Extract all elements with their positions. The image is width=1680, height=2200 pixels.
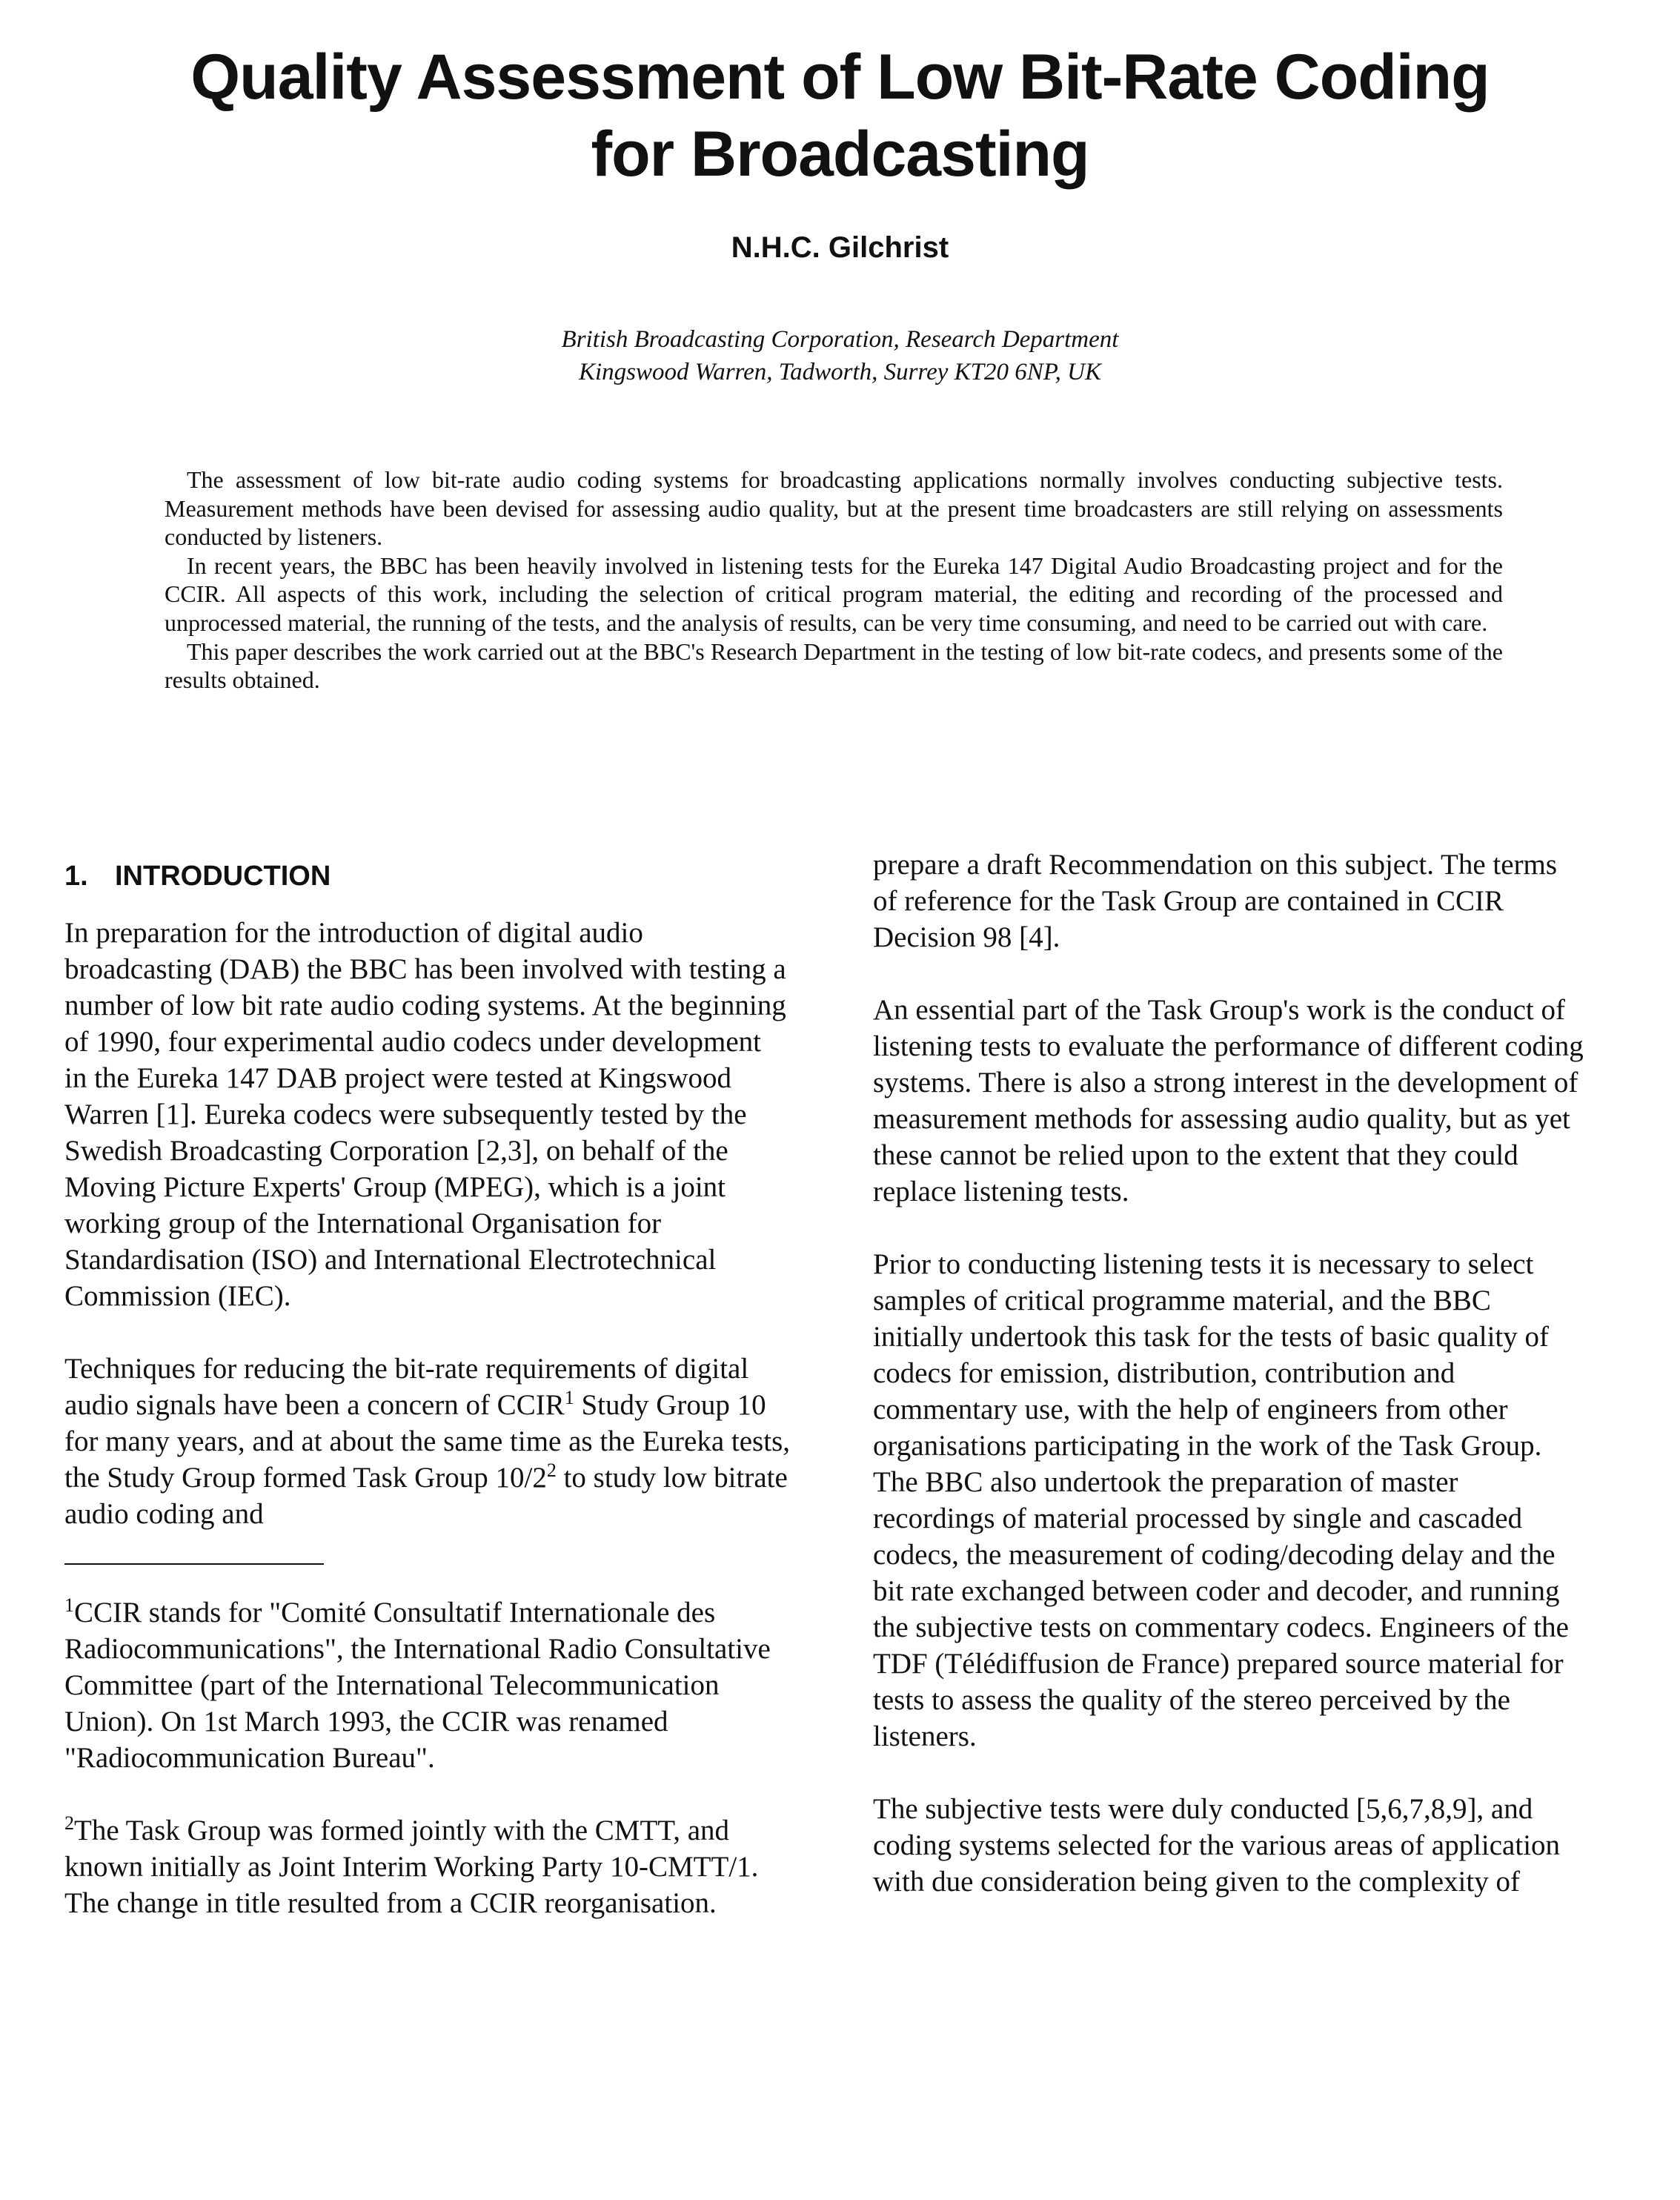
affiliation-organisation: British Broadcasting Corporation, Research Department — [561, 326, 1119, 353]
author-name: N.H.C. Gilchrist — [731, 231, 949, 264]
intro-paragraph-1: In preparation for the introduction of digital audio broadcasting (DAB) the BBC has been involved with testing a number of low bit rate audio coding systems. At the beginning of 1990, four experimental audio codecs under development in the Eureka 147 DAB project were tested at Kingswood Warren [1]. Eureka codecs were subsequently tested by the Swedish Broadcasting Corporation [2,3], on behalf of the Moving Picture Experts' Group (MPEG), which is a joint working group of the International Organisation for Standardisation (ISO) and International Electrotechnical Commission (IEC). — [64, 917, 786, 1312]
footnote-1 — [64, 1594, 791, 1776]
title-line-1: Quality Assessment of Low Bit-Rate Coding — [190, 42, 1490, 113]
footnote-ref-1: 1 — [564, 1387, 574, 1408]
author-affiliation — [0, 323, 1680, 388]
right-paragraph-4: The subjective tests were duly conducted [5,6,7,8,9], and coding systems selected for the various areas of application with due consideration being given to the complexity of — [873, 1793, 1561, 1898]
abstract-paragraph-2: In recent years, the BBC has been heavily involved in listening tests for the Eureka 147 Digital Audio Broadcasting project and for the CCIR. All aspects of this work, including the selection of critical program material, the editing and recording of the processed and unprocessed material, the running of the tests, and the analysis of results, can be very time consuming, and need to be carried out with care. — [165, 551, 1503, 636]
footnote-separator — [64, 1563, 324, 1565]
intro-paragraph-2-part-a: Techniques for reducing the bit-rate requirements of digital audio signals have been a concern of CCIR — [64, 1353, 749, 1421]
intro-paragraph-2 — [64, 1351, 791, 1532]
right-paragraph-1: prepare a draft Recommendation on this subject. The terms of reference for the Task Group are contained in CCIR Decision 98 [4]. — [873, 849, 1558, 953]
title-line-2: for Broadcasting — [591, 119, 1089, 190]
section-heading-introduction — [64, 858, 791, 894]
paper-title — [0, 39, 1680, 193]
left-column — [64, 852, 791, 1921]
abstract — [165, 465, 1503, 695]
footnote-2 — [64, 1812, 791, 1921]
intro-paragraph-2-part-c: to study low bitrate audio coding and — [64, 1462, 788, 1530]
footnote-1-marker: 1 — [64, 1594, 74, 1616]
footnote-2-marker: 2 — [64, 1812, 74, 1834]
footnote-ref-2: 2 — [546, 1460, 557, 1481]
right-paragraph-2: An essential part of the Task Group's work is the conduct of listening tests to evaluate the performance of different coding systems. There is also a strong interest in the development of measurement methods for assessing audio quality, but as yet these cannot be relied upon to the extent that they could replace listening tests. — [873, 994, 1584, 1207]
footnote-2-text: The Task Group was formed jointly with the CMTT, and known initially as Joint Interim Working Party 10-CMTT/1. The change in title resulted from a CCIR reorganisation. — [64, 1815, 759, 1919]
footnote-1-text: CCIR stands for "Comité Consultatif Internationale des Radiocommunications", the International Radio Consultative Committee (part of the International Telecommunication Union). On 1st March 1993, the CCIR was renamed "Radiocommunication Bureau". — [64, 1597, 771, 1774]
right-column — [873, 846, 1584, 1900]
intro-paragraph-2-part-b: Study Group 10 for many years, and at about the same time as the Eureka tests, the Study Group formed Task Group 10/2 — [64, 1389, 790, 1494]
affiliation-address: Kingswood Warren, Tadworth, Surrey KT20 6NP, UK — [578, 359, 1102, 385]
abstract-paragraph-1: The assessment of low bit-rate audio coding systems for broadcasting applications normally involves conducting subjective tests. Measurement methods have been devised for assessing audio quality, but at the present time broadcasters are still relying on assessments conducted by listeners. — [165, 466, 1503, 551]
section-number: 1. — [64, 861, 88, 892]
section-title: INTRODUCTION — [115, 861, 331, 892]
right-paragraph-3: Prior to conducting listening tests it is necessary to select samples of critical programme material, and the BBC initially undertook this task for the tests of basic quality of codecs for emission, distribution, contribution and commentary use, with the help of engineers from other organisations participating in the work of the Task Group. The BBC also undertook the preparation of master recordings of material processed by single and cascaded codecs, the measurement of coding/decoding delay and the bit rate exchanged between coder and decoder, and running the subjective tests on commentary codecs. Engineers of the TDF (Télédiffusion de France) prepared source material for tests to assess the quality of the stereo perceived by the listeners. — [873, 1248, 1569, 1752]
abstract-paragraph-3: This paper describes the work carried out at the BBC's Research Department in the testing of low bit-rate codecs, and presents some of the results obtained. — [165, 637, 1503, 694]
